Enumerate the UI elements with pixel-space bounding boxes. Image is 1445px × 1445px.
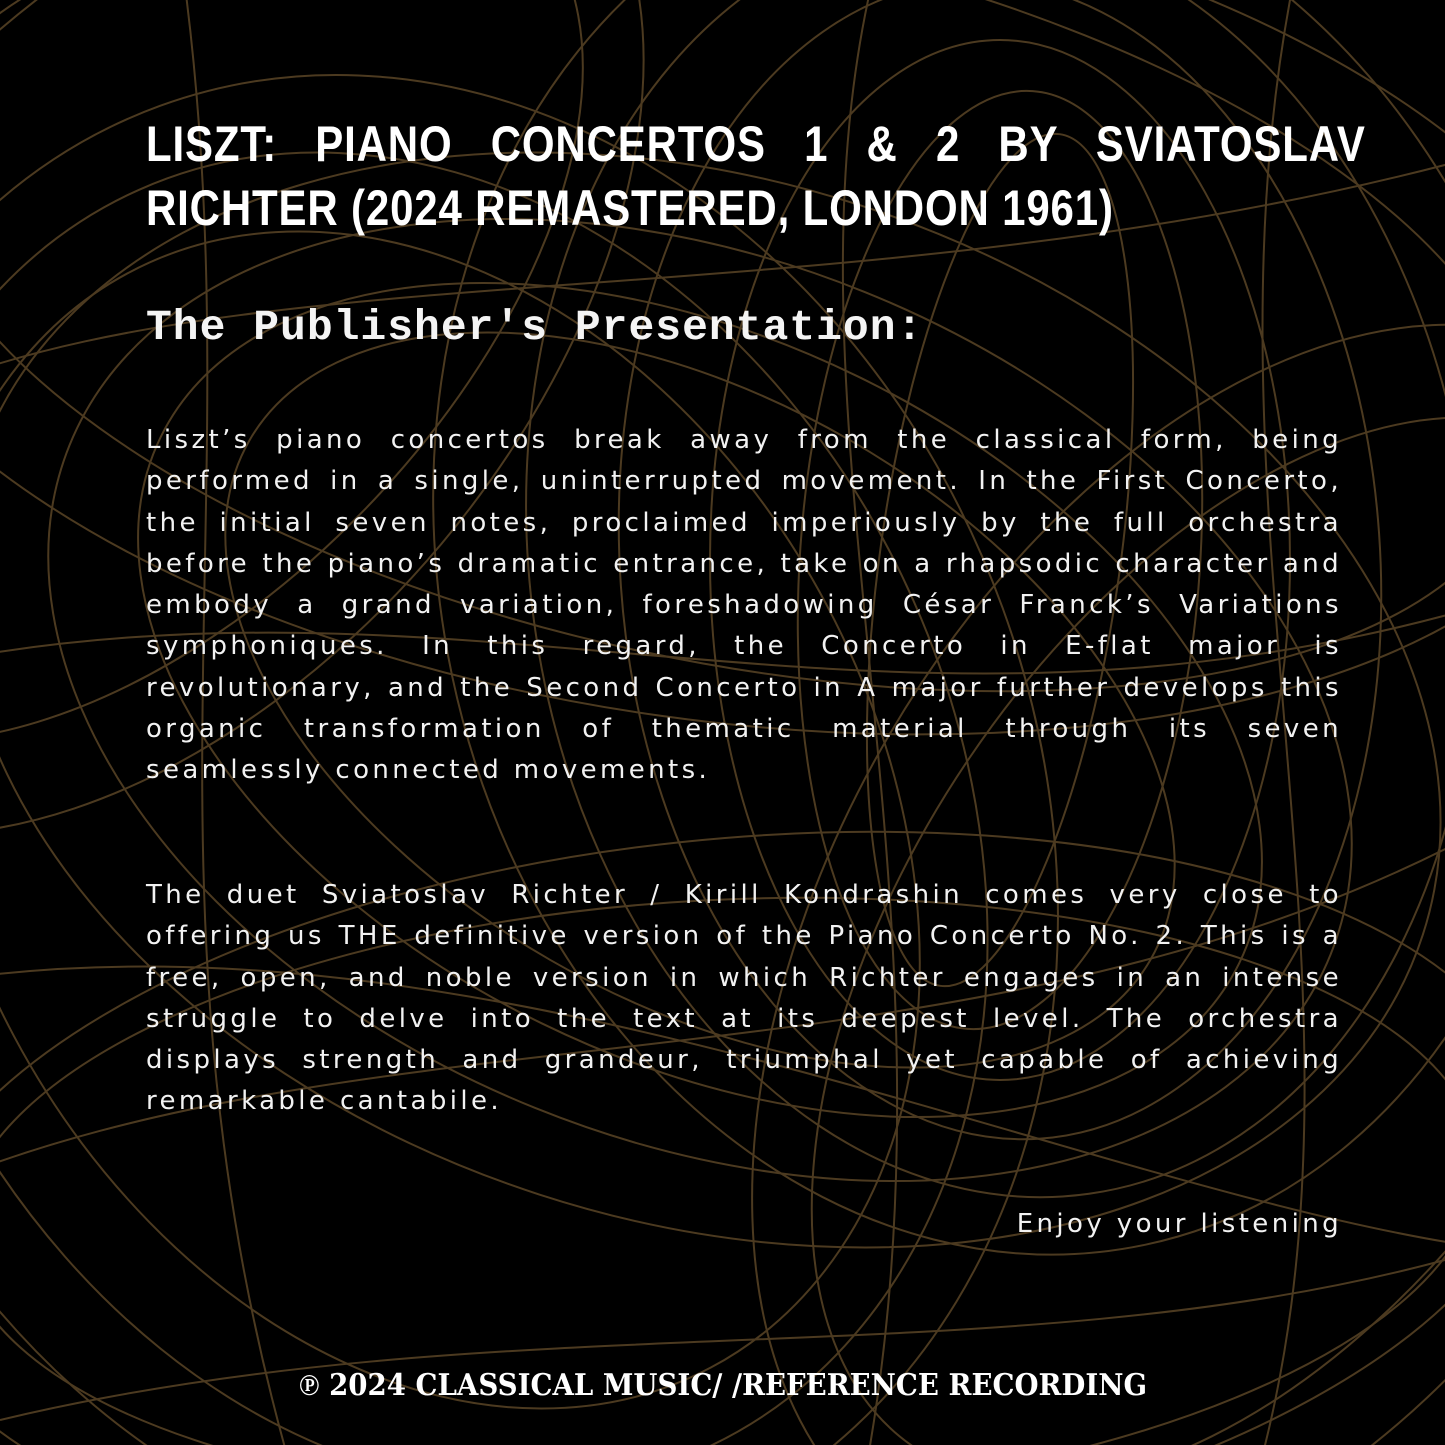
section-heading: The Publisher's Presentation: (146, 303, 924, 352)
album-title: LISZT: PIANO CONCERTOS 1 & 2 BY SVIATOSLAV RICHTER (2024 REMASTERED, LONDON 1961) (146, 116, 1366, 236)
description-paragraph-1: Liszt’s piano concertos break away from the classical form, being performed in a single, uninterrupted movement. In the First Concerto, the initial seven notes, proclaimed imperiously by the full orchestra before the piano’s dramatic entrance, take on a rhapsodic character and embody a grand variation, foreshadowing César Franck’s Variations symphoniques. In this regard, the Concerto in E-flat major is revolutionary, and the Second Concerto in A major further develops this organic transformation of thematic material through its seven seamlessly connected movements. (146, 425, 1342, 786)
copyright-footer (0, 1364, 1445, 1408)
description-paragraph-2: The duet Sviatoslav Richter / Kirill Kondrashin comes very close to offering us THE definitive version of the Piano Concerto No. 2. This is a free, open, and noble version in which Richter engages in an intense struggle to delve into the text at its deepest level. The orchestra displays strength and grandeur, triumphal yet capable of achieving remarkable cantabile. (146, 880, 1342, 1117)
copyright-text: ℗ 2024 CLASSICAL MUSIC/ /REFERENCE RECORDING (298, 1368, 1147, 1403)
signoff-text: Enjoy your listening (1016, 1209, 1342, 1239)
